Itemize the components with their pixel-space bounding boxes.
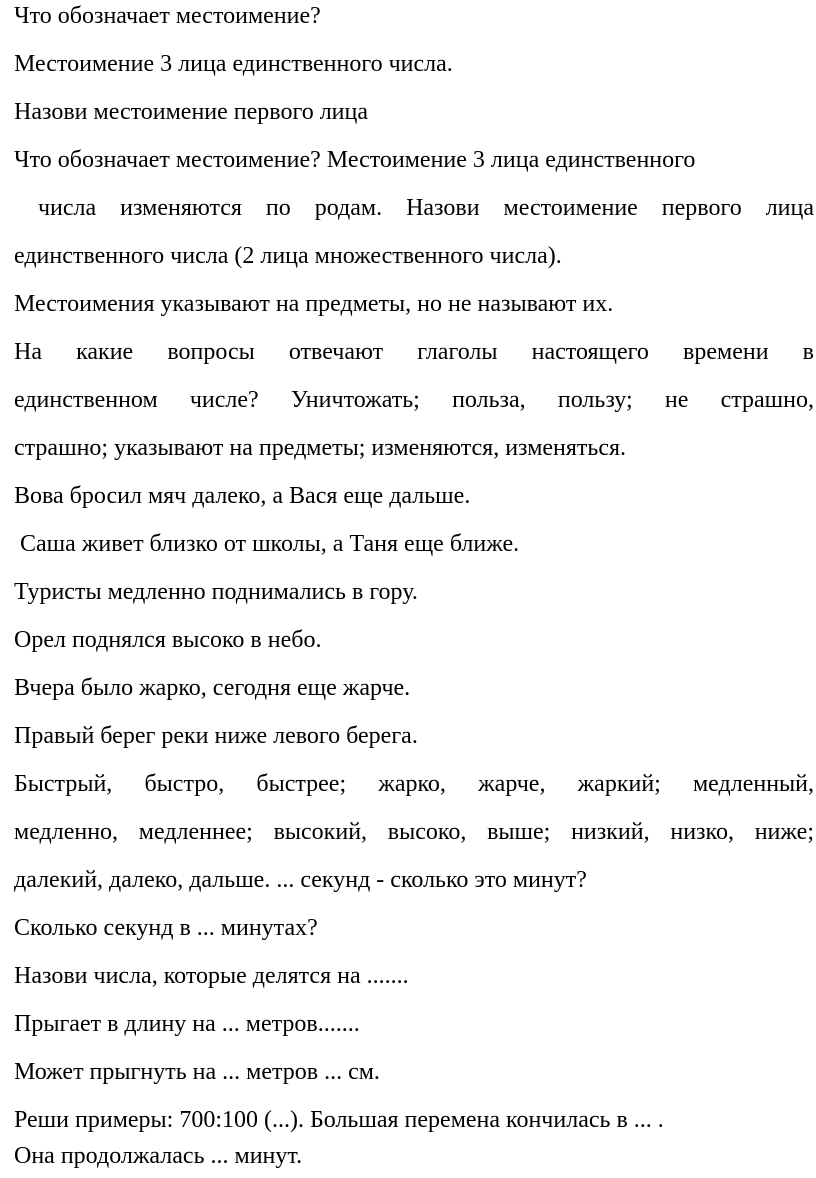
text-line: Прыгает в длину на ... метров.......	[14, 1011, 360, 1037]
text-line: страшно; указывают на предметы; изменяются, изменяться.	[14, 435, 627, 461]
text-line: Туристы медленно поднимались в гору.	[14, 579, 418, 605]
text-line: Вчера было жарко, сегодня еще жарче.	[14, 675, 411, 701]
text-line: На какие вопросы отвечают глаголы настоящего времени в	[14, 339, 814, 365]
text-line: Что обозначает местоимение?	[14, 3, 321, 29]
text-line: медленно, медленнее; высокий, высоко, выше; низкий, низко, ниже;	[14, 819, 814, 845]
text-line: Правый берег реки ниже левого берега.	[14, 723, 418, 749]
text-line: числа изменяются по родам. Назови местоимение первого лица	[14, 195, 815, 221]
text-line: единственном числе? Уничтожать; польза, пользу; не страшно,	[14, 387, 814, 413]
text-line: Может прыгнуть на ... метров ... см.	[14, 1059, 380, 1085]
text-line: Она продолжалась ... минут.	[14, 1143, 303, 1169]
text-line: Орел поднялся высоко в небо.	[14, 627, 322, 653]
text-line: Вова бросил мяч далеко, а Вася еще дальше.	[14, 483, 471, 509]
text-line: Саша живет близко от школы, а Таня еще ближе.	[14, 531, 520, 557]
text-line: Быстрый, быстро, быстрее; жарко, жарче, жаркий; медленный,	[14, 771, 814, 797]
text-line: Что обозначает местоимение? Местоимение 3 лица единственного	[14, 147, 696, 173]
text-line: Реши примеры: 700:100 (...). Большая перемена кончилась в ... .	[14, 1107, 664, 1133]
text-line: Назови числа, которые делятся на .......	[14, 963, 409, 989]
text-line: Местоимение 3 лица единственного числа.	[14, 51, 453, 77]
text-line: далекий, далеко, дальше. ... секунд - сколько это минут?	[14, 867, 587, 893]
text-line: Сколько секунд в ... минутах?	[14, 915, 318, 941]
text-line: единственного числа (2 лица множественного числа).	[14, 243, 562, 269]
text-line: Местоимения указывают на предметы, но не называют их.	[14, 291, 614, 317]
text-line: Назови местоимение первого лица	[14, 99, 369, 125]
